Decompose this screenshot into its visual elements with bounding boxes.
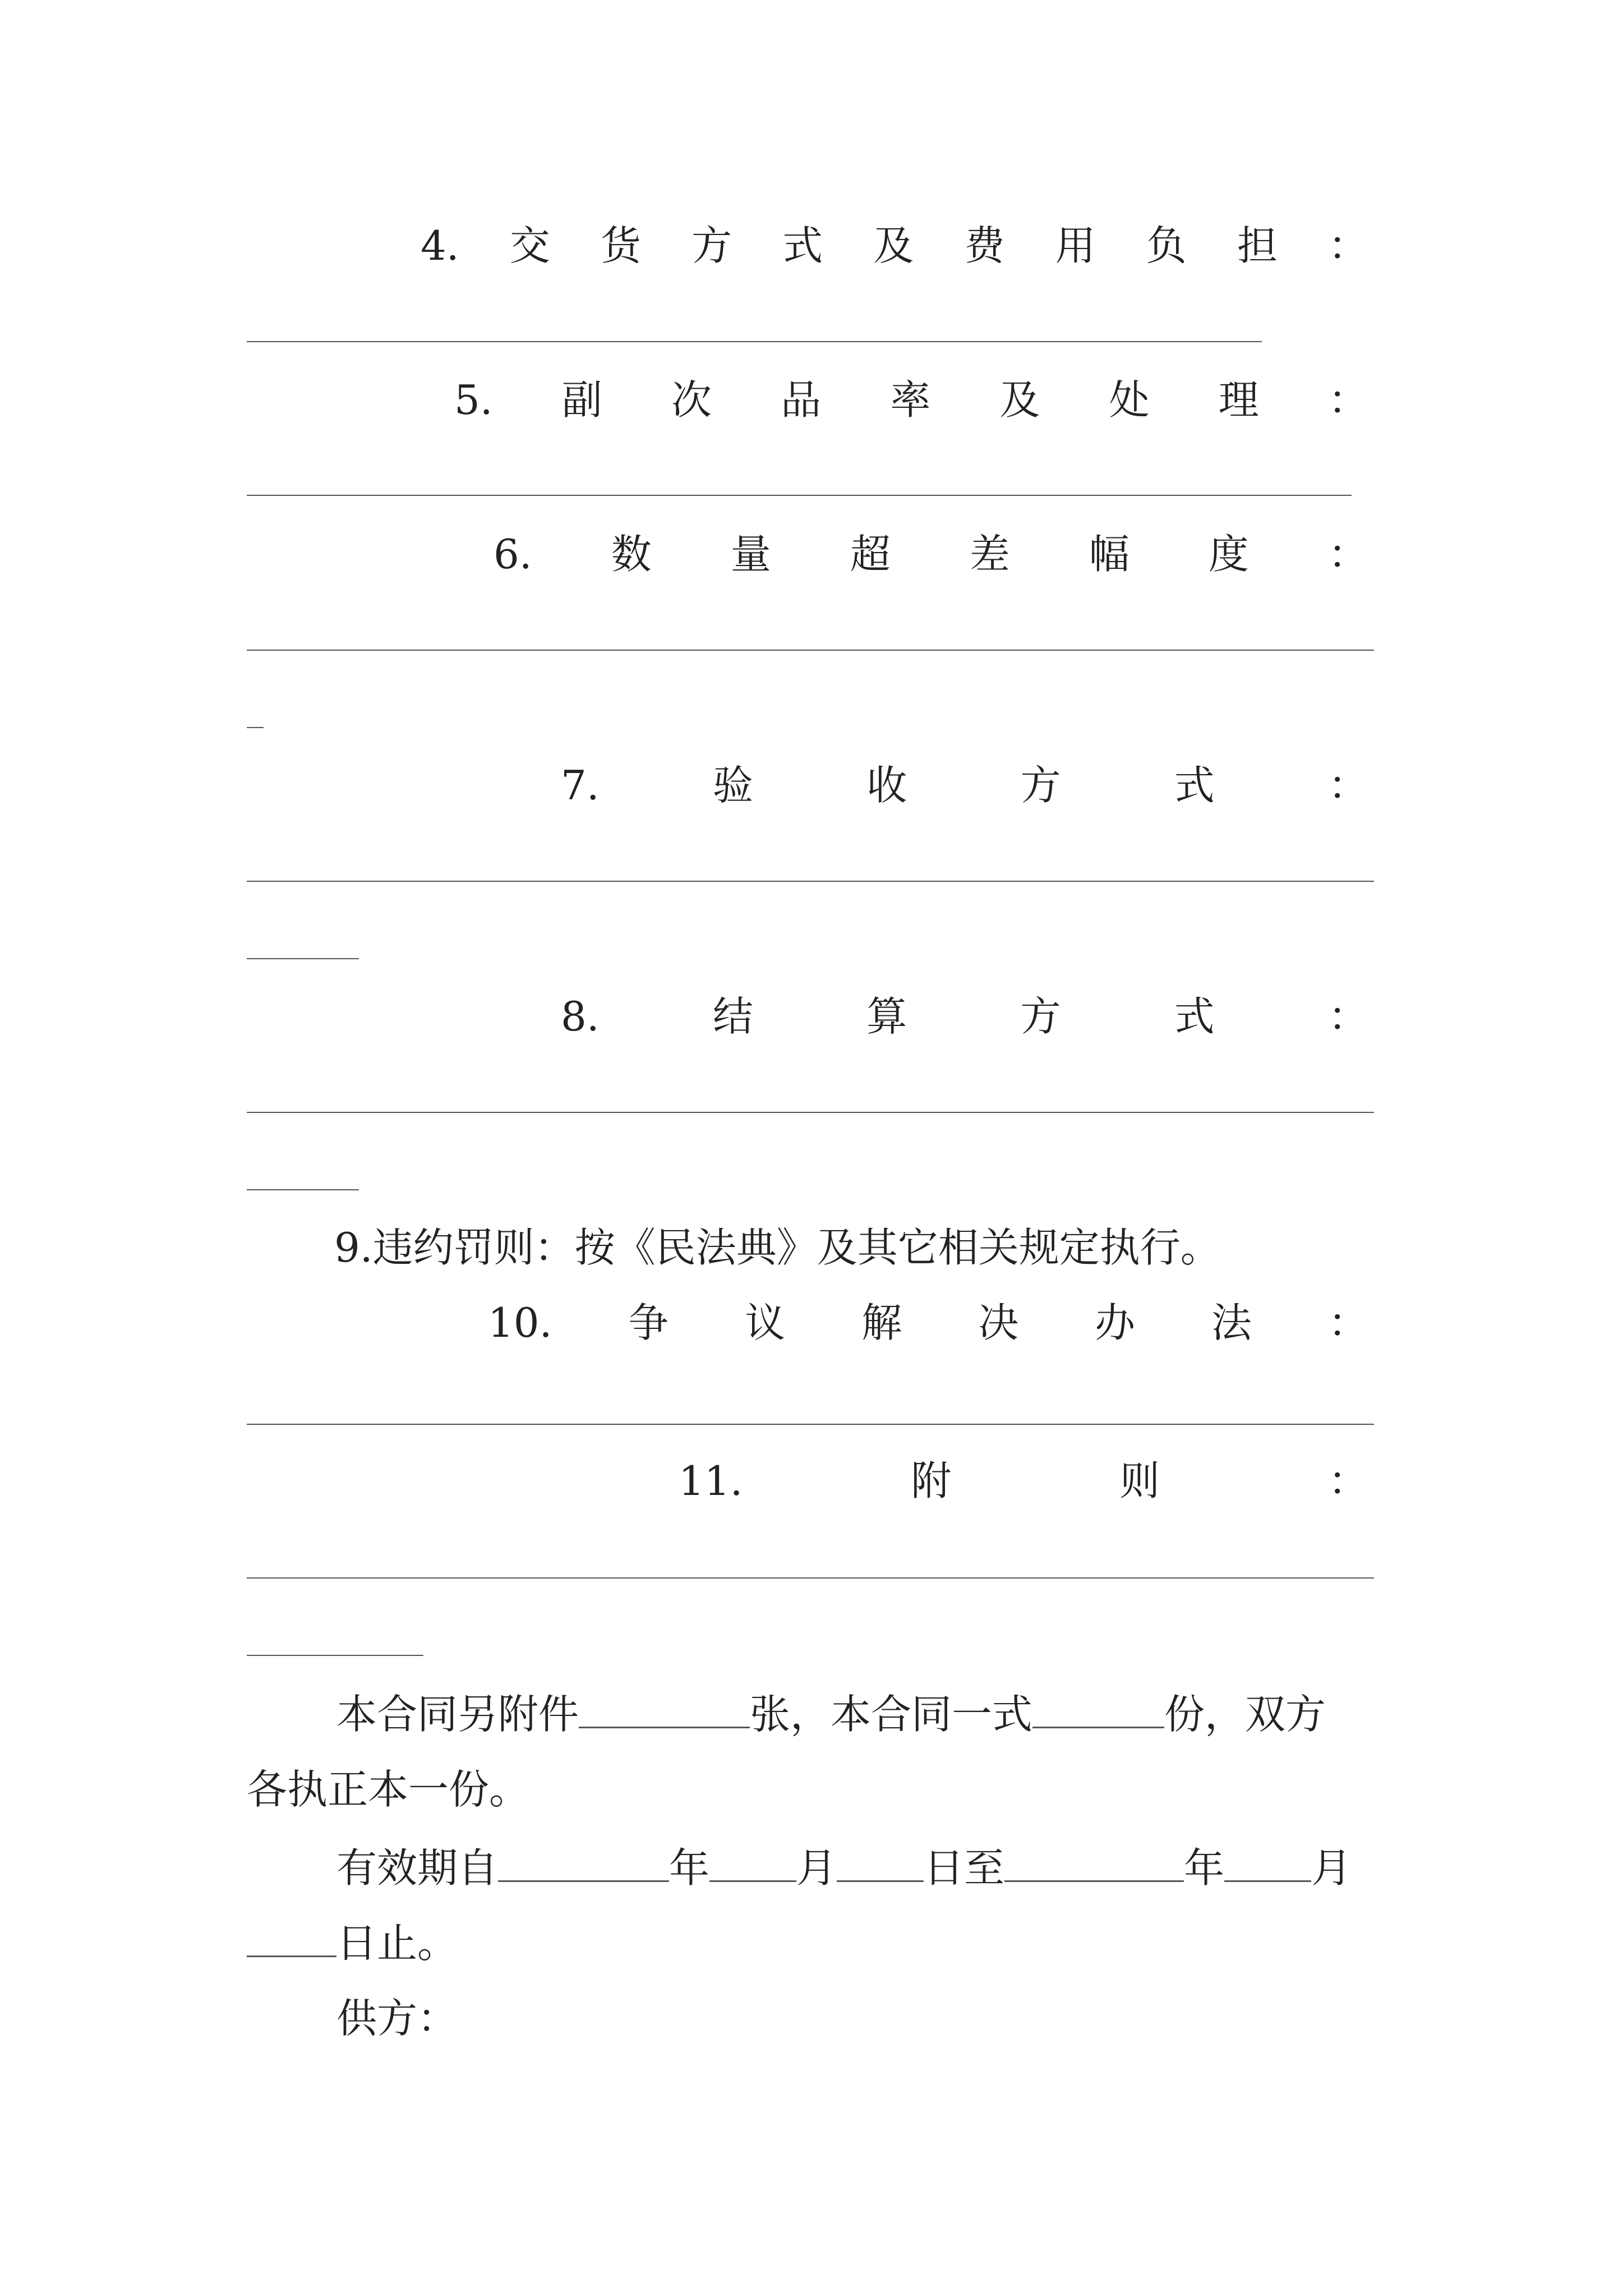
attachments-line-1: 本合同另附件 张，本合同一式 份，双方 — [336, 1686, 1481, 1741]
clause-number: 7. — [561, 762, 600, 809]
end-year-blank[interactable] — [1004, 1840, 1184, 1882]
fill-line — [247, 1112, 1374, 1113]
clause-number: 10. — [488, 1299, 552, 1346]
attachments-line-2: 各执正本一份。 — [247, 1766, 530, 1813]
fill-line — [247, 881, 1374, 882]
fill-line — [247, 1655, 423, 1656]
fill-line — [247, 1424, 1374, 1425]
attachment-count-blank[interactable] — [579, 1686, 750, 1728]
clause-number: 4. — [421, 222, 459, 269]
clause-number: 5. — [454, 376, 493, 424]
supplier-label: 供方： — [336, 1995, 458, 2042]
fill-line — [247, 958, 359, 959]
end-day-blank[interactable] — [247, 1915, 336, 1957]
clause-11-heading: 11. 附 则 ： — [247, 1454, 1368, 1508]
copies-count-blank[interactable] — [1032, 1686, 1164, 1728]
fill-line — [247, 1189, 359, 1190]
clause-10-heading: 10. 争 议 解 决 办 法 ： — [247, 1296, 1368, 1350]
end-month-blank[interactable] — [1224, 1840, 1311, 1882]
fill-line — [247, 727, 264, 728]
start-day-blank[interactable] — [837, 1840, 924, 1882]
fill-line — [247, 495, 1352, 496]
clause-number: 11. — [679, 1457, 743, 1504]
fill-line — [247, 341, 1262, 342]
fill-line — [247, 1577, 1374, 1579]
clause-9: 9.违约罚则：按《民法典》及其它相关规定执行。 — [334, 1224, 1221, 1271]
clause-7-heading: 7. 验 收 方 式 ： — [247, 758, 1368, 812]
clause-6-heading: 6. 数 量 超 差 幅 度 ： — [247, 527, 1368, 581]
clause-number: 8. — [561, 993, 600, 1040]
start-year-blank[interactable] — [498, 1840, 669, 1882]
clause-4-heading: 4. 交 货 方 式 及 费 用 负 担 ： — [247, 219, 1368, 273]
clause-number: 6. — [494, 531, 532, 578]
clause-8-heading: 8. 结 算 方 式 ： — [247, 990, 1368, 1043]
start-month-blank[interactable] — [709, 1840, 796, 1882]
clause-5-heading: 5. 副 次 品 率 及 处 理 ： — [247, 373, 1368, 427]
validity-line-2: 日止。 — [247, 1915, 1391, 1970]
fill-line — [247, 650, 1374, 651]
validity-line-1: 有效期自 年 月 日至 年 月 — [336, 1840, 1481, 1895]
